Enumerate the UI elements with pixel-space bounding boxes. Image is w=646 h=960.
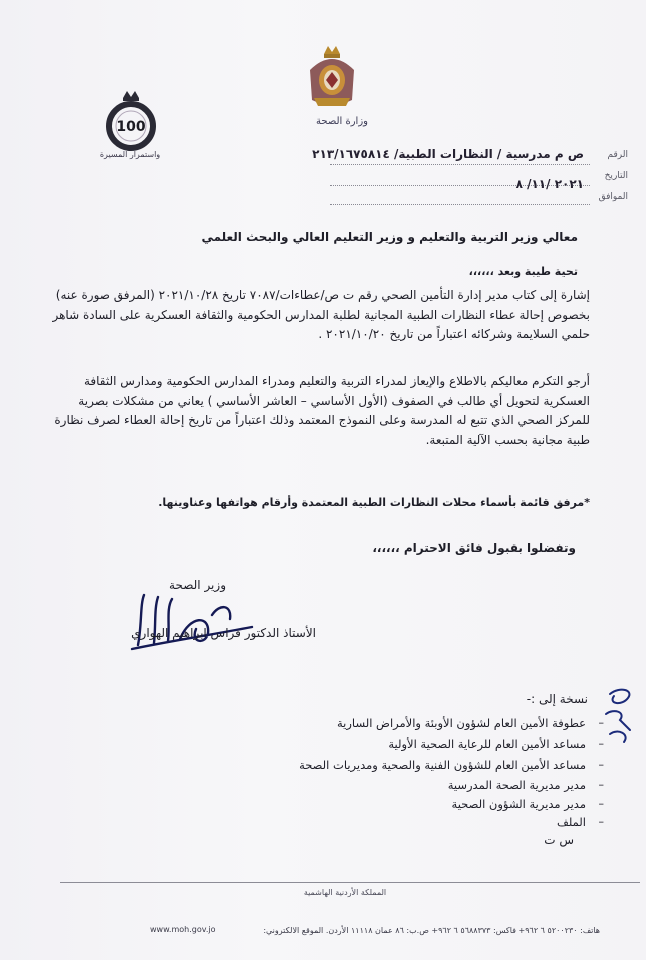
cc-item-text: عطوفة الأمين العام لشؤون الأوبئة والأمراض السارية [337, 716, 586, 730]
paragraph-2: أرجو التكرم معاليكم بالاطلاع والإيعاز لمدراء التربية والتعليم ومدراء المدارس الحكومية ومدارس الثقافة العسكرية لتحويل أي طالب في الصفوف (الأول الأساسي – العاشر الأساسي ) يعاني من مشكلات بصرية للمركز الصحي الذي تتبع له المدرسة وعلى النموذج المعتمد وذلك اعتباراً من تاريخ إحالة العطاء لصرف نظارة طبية مجانية بحسب الآلية المتبعة. [54, 374, 590, 447]
handwritten-marks-icon [600, 684, 640, 764]
footer-contacts: هاتف: ٥٢٠٠٢٣٠ ٦ ٩٦٢+ فاكس: ٥٦٨٨٣٧٣ ٦ ٩٦٢+ ص.ب: ٨٦ عمان ١١١١٨ الأردن. الموقع الالكتروني: [263, 926, 600, 935]
ministry-label: وزارة الصحة [316, 116, 368, 127]
dash-icon: – [598, 737, 604, 750]
signatory-name: الأستاذ الدكتور فراس ابراهيم الهواري [131, 626, 316, 640]
cc-item-text: مدير مديرية الصحة المدرسية [447, 778, 586, 792]
ref-number: ص م مدرسية / النظارات الطبية/ ٢١٣/١٦٧٥٨١٤ [312, 147, 584, 161]
centenary-caption: واستمرار المسيرة [99, 150, 161, 159]
cc-heading: نسخة إلى :- [526, 692, 588, 706]
date-label: التاريخ [604, 171, 628, 181]
cc-item [116, 737, 604, 751]
date-value: ٢٠٢١ /١١/ ٨ [515, 177, 584, 191]
cc-item [116, 797, 604, 811]
dash-icon: – [598, 778, 604, 791]
centenary-number: 100 [116, 119, 146, 135]
cc-item [116, 778, 604, 792]
closing: وتفضلوا بقبول فائق الاحترام ،،،،،، [372, 541, 576, 555]
royal-crest-icon [304, 40, 360, 112]
cc-item-text: مدير مديرية الشؤون الصحية [451, 797, 586, 811]
dash-icon: – [598, 797, 604, 810]
hijri-label: الموافق [598, 192, 628, 202]
cc-item-text: مساعد الأمين العام للرعاية الصحية الأولية [388, 737, 586, 751]
handwritten-signature-icon [120, 585, 260, 655]
initials: س ت [544, 833, 574, 847]
footer-divider [60, 882, 640, 883]
ref-label: الرقم [607, 150, 628, 160]
footer-website-link[interactable]: www.moh.gov.jo [150, 925, 216, 934]
cc-item [116, 716, 604, 730]
cc-item-text: مساعد الأمين العام للشؤون الفنية والصحية ومديريات الصحة [299, 758, 586, 772]
ref-line [330, 164, 590, 165]
addressee: معالي وزير التربية والتعليم و وزير التعليم العالي والبحث العلمي [201, 230, 578, 244]
paragraph-1: إشارة إلى كتاب مدير إدارة التأمين الصحي رقم ت ص/عطاءات/٧٠٨٧ تاريخ ٢٠٢١/١٠/٢٨ (المرفق صورة عنه) بخصوص إحالة عطاء النظارات الطبية المجانية لطلبة المدارس الحكومية والثقافة العسكرية على السادة شاهر حلمي السلايمة وشركائه اعتباراً من تاريخ ٢٠٢١/١٠/٢٠ . [52, 288, 590, 341]
dash-icon: – [598, 716, 604, 729]
dash-icon: – [598, 758, 604, 771]
cc-item [116, 815, 604, 829]
footer-kingdom: المملكة الأردنية الهاشمية [303, 888, 387, 897]
attachment-note: *مرفق قائمة بأسماء محلات النظارات الطبية المعتمدة وأرقام هواتفها وعناوينها. [158, 496, 590, 509]
cc-item [116, 758, 604, 772]
hijri-line [330, 204, 590, 205]
signatory-title: وزير الصحة [169, 578, 226, 592]
dash-icon: – [598, 815, 604, 828]
greeting: تحية طيبة وبعد ،،،،،، [468, 265, 578, 278]
cc-item-text: الملف [556, 815, 586, 829]
